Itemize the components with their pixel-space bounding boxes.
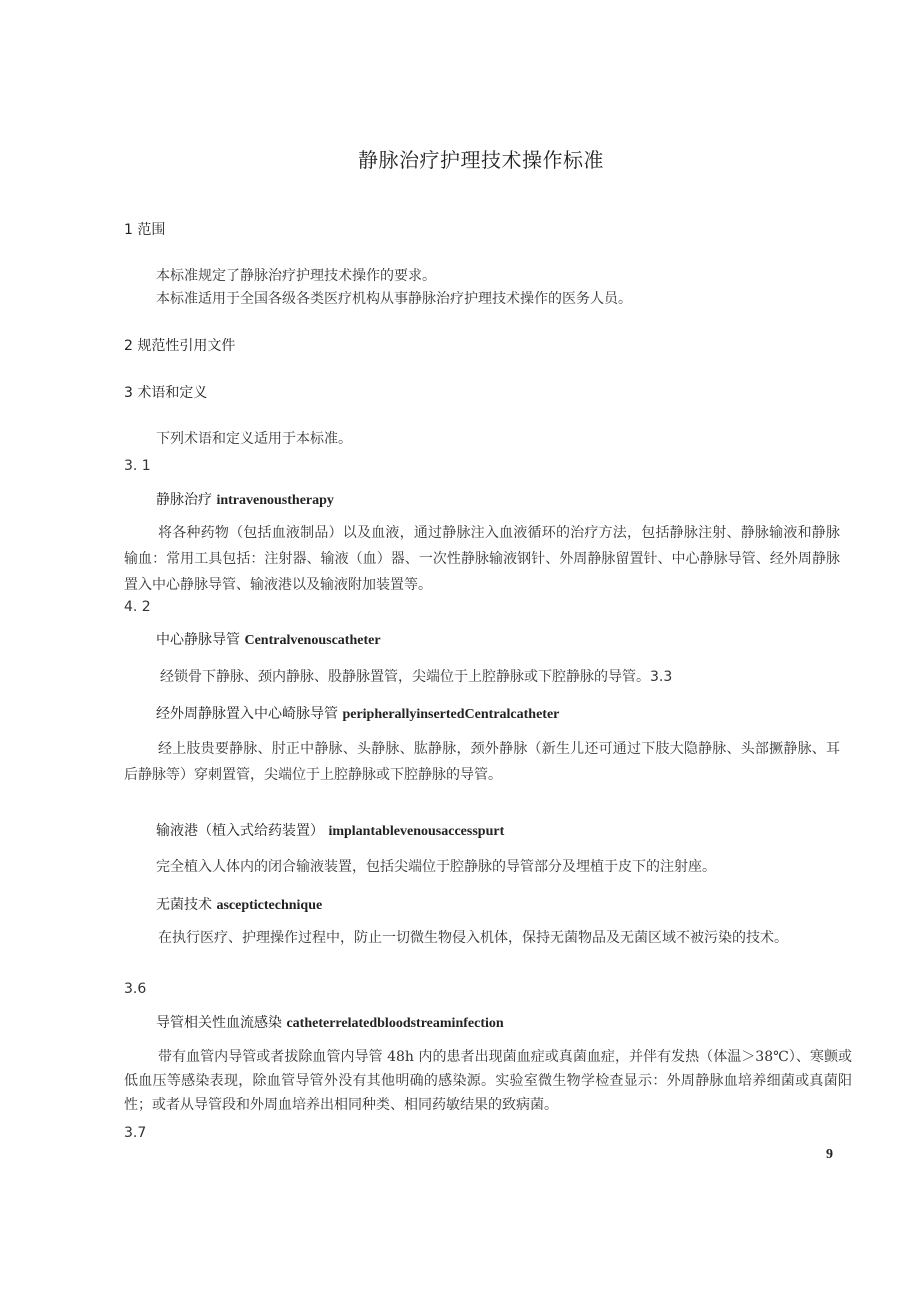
section-3-heading: 3 术语和定义 <box>124 385 208 401</box>
term-number: 4. 2 <box>124 599 151 615</box>
term-cn: 无菌技术 <box>156 897 212 913</box>
term-definition <box>160 666 672 688</box>
term-en: peripherallyinsertedCentralcatheter <box>342 707 560 722</box>
term-heading <box>156 629 381 652</box>
section-2-heading: 2 规范性引用文件 <box>124 338 236 354</box>
term-en: implantablevenousaccesspurt <box>328 824 505 839</box>
term-en: asceptictechnique <box>216 898 323 913</box>
term-number: 3. 1 <box>124 458 151 474</box>
term-number: 3.7 <box>124 1125 147 1141</box>
term-en: Centralvenouscatheter <box>244 633 381 648</box>
term-en: catheterrelatedbloodstreaminfection <box>286 1016 504 1031</box>
term-cn: 导管相关性血流感染 <box>156 1015 282 1031</box>
term-number: 3.3 <box>650 669 673 685</box>
term-heading <box>156 489 334 512</box>
section-1-paragraph-1: 本标准规定了静脉治疗护理技术操作的要求。 <box>156 268 436 284</box>
term-number: 3.6 <box>124 981 147 997</box>
term-cn: 静脉治疗 <box>156 492 212 508</box>
term-definition: 完全植入人体内的闭合输液装置，包括尖端位于腔静脉的导管部分及埋植于皮下的注射座。 <box>156 859 716 875</box>
term-heading <box>156 894 322 917</box>
term-definition-text: 经锁骨下静脉、颈内静脉、股静脉置管，尖端位于上腔静脉或下腔静脉的导管。 <box>160 669 650 685</box>
term-cn: 中心静脉导管 <box>156 632 240 648</box>
term-definition: 将各种药物（包括血液制品）以及血液，通过静脉注入血液循环的治疗方法，包括静脉注射、静脉输液和静脉输血：常用工具包括：注射器、输液（血）器、一次性静脉输液钢针、外周静脉留置针、中心静脉导管、经外周静脉置入中心静脉导管、输液港以及输液附加装置等。 <box>124 525 840 593</box>
section-3-intro: 下列术语和定义适用于本标准。 <box>156 431 352 447</box>
term-heading <box>156 703 559 726</box>
term-definition: 在执行医疗、护理操作过程中，防止一切微生物侵入机体，保持无菌物品及无菌区域不被污染的技术。 <box>158 930 788 946</box>
section-1-heading: 1 范围 <box>124 222 166 238</box>
term-cn: 经外周静脉置入中心崎脉导管 <box>156 706 338 722</box>
document-title: 静脉治疗护理技术操作标准 <box>358 148 604 172</box>
term-heading <box>156 1012 504 1035</box>
term-en: intravenoustherapy <box>216 493 334 508</box>
term-cn: 输液港（植入式给药装置） <box>156 823 324 839</box>
page-number: 9 <box>826 1147 833 1162</box>
term-definition: 带有血管内导管或者拔除血管内导管 48h 内的患者出现菌血症或真菌血症，并伴有发热（体温＞38℃）、寒颤或低血压等感染表现，除血管导管外没有其他明确的感染源。实验室微生物学检查显示：外周静脉血培养细菌或真菌阳性；或者从导管段和外周血培养出相同种类、相同药敏结果的致病菌。 <box>124 1049 852 1113</box>
section-1-paragraph-2: 本标准适用于全国各级各类医疗机构从事静脉治疗护理技术操作的医务人员。 <box>156 291 632 307</box>
term-heading <box>156 820 504 843</box>
term-definition: 经上肢贵要静脉、肘正中静脉、头静脉、肱静脉，颈外静脉（新生儿还可通过下肢大隐静脉、头部撅静脉、耳后静脉等）穿刺置管，尖端位于上腔静脉或下腔静脉的导管。 <box>124 741 840 783</box>
